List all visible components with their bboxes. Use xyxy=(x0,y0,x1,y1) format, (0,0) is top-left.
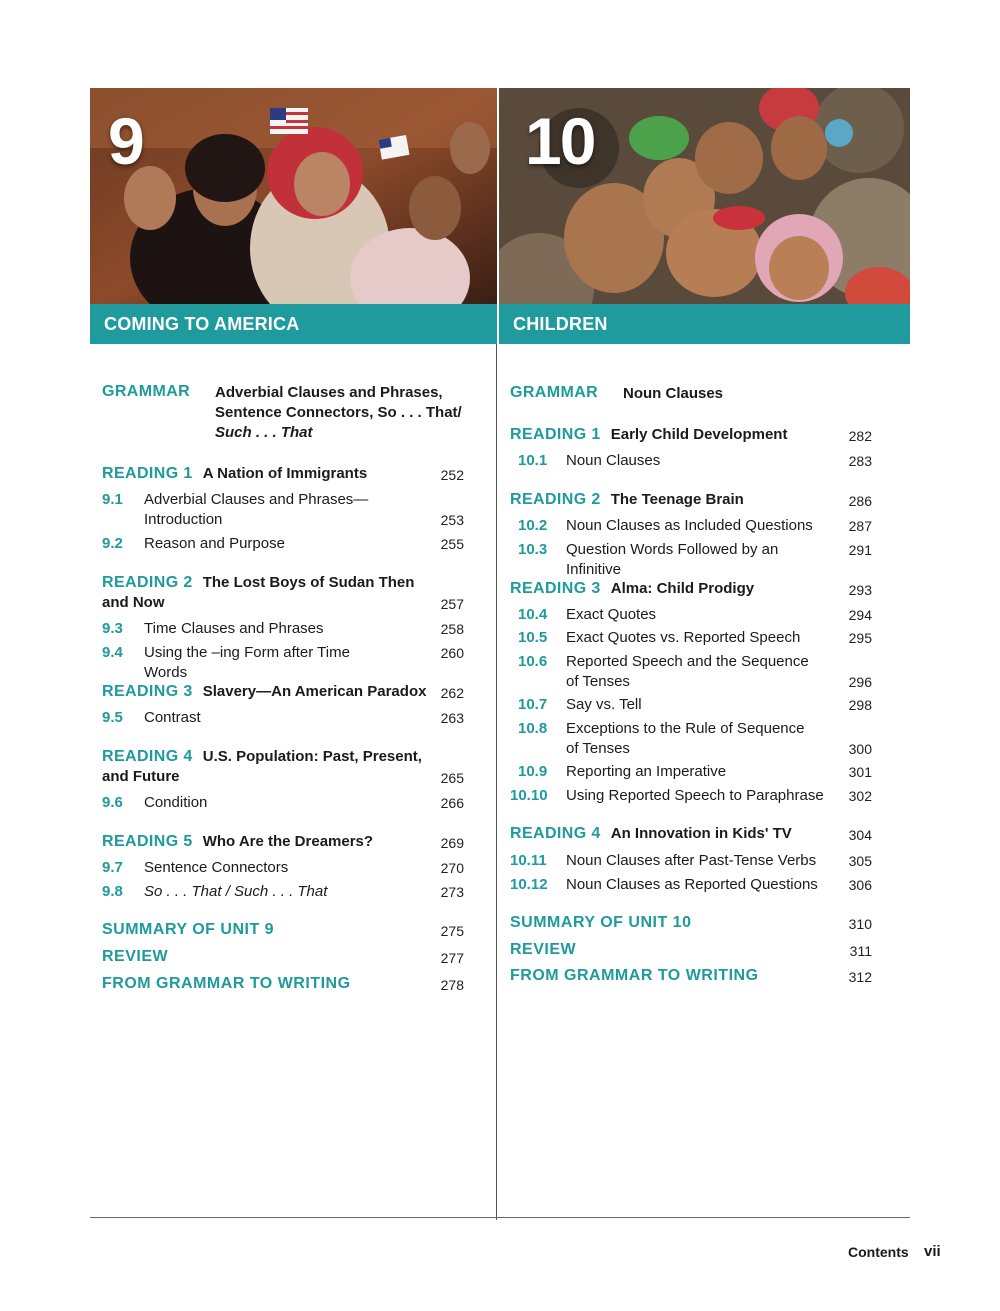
reading-entry[interactable] xyxy=(510,491,872,509)
section-number: 10.5 xyxy=(518,629,548,646)
section-title: Reporting an Imperative xyxy=(566,763,727,780)
section-title: Noun Clauses after Past-Tense Verbs xyxy=(566,852,817,869)
page-number: 273 xyxy=(440,884,464,900)
reading-label: READING 3 xyxy=(102,683,193,700)
reading-title-continued: and Future xyxy=(102,768,180,785)
reading-title-continued: and Now xyxy=(102,594,165,611)
page-number: 295 xyxy=(848,630,872,646)
page-number: 260 xyxy=(440,645,464,661)
reading-entry[interactable] xyxy=(510,426,872,444)
grammar-topic xyxy=(215,383,462,443)
section-number: 10.9 xyxy=(518,763,548,780)
unit-9-photo xyxy=(90,88,497,304)
page-number: 301 xyxy=(848,764,872,780)
grammar-topic-line: Sentence Connectors, So . . . That/ xyxy=(215,404,462,421)
writing-label: FROM GRAMMAR TO WRITING xyxy=(102,975,351,992)
section-title-line: Adverbial Clauses and Phrases— xyxy=(144,491,369,508)
section-number: 9.3 xyxy=(102,620,123,637)
grammar-heading xyxy=(102,383,462,443)
page-number: 255 xyxy=(440,536,464,552)
page-number: 287 xyxy=(848,518,872,534)
page-number: 283 xyxy=(848,453,872,469)
reading-label: READING 1 xyxy=(510,426,601,443)
section-title: Exact Quotes xyxy=(566,606,657,623)
section-number: 9.7 xyxy=(102,859,123,876)
reading-entry[interactable] xyxy=(102,748,464,785)
page-number: 266 xyxy=(440,795,464,811)
review-label: REVIEW xyxy=(102,948,169,965)
grammar-topic-line: Such . . . That xyxy=(215,424,313,441)
section-title: Say vs. Tell xyxy=(566,696,642,713)
page-number: 305 xyxy=(848,853,872,869)
column-divider xyxy=(496,344,497,1220)
reading-title: An Innovation in Kids' TV xyxy=(610,825,792,842)
page-number: 304 xyxy=(848,827,872,843)
page-number: 291 xyxy=(848,542,872,558)
unit-10-theme-banner: CHILDREN xyxy=(499,304,910,344)
reading-title: The Teenage Brain xyxy=(610,491,744,508)
section-number: 10.1 xyxy=(518,452,548,469)
reading-entry[interactable] xyxy=(102,683,464,701)
reading-title: The Lost Boys of Sudan Then xyxy=(202,574,415,591)
section-title-line: of Tenses xyxy=(566,740,630,757)
page-number: 253 xyxy=(440,512,464,528)
section-title xyxy=(566,652,836,692)
page-number: 269 xyxy=(440,835,464,851)
review-label: REVIEW xyxy=(510,941,577,958)
reading-entry[interactable] xyxy=(102,465,464,483)
section-number: 10.12 xyxy=(510,876,548,893)
summary-label: SUMMARY OF UNIT 9 xyxy=(102,921,275,938)
section-title: Question Words Followed by an Infinitive xyxy=(566,541,779,578)
page-number: 302 xyxy=(848,788,872,804)
reading-label: READING 3 xyxy=(510,580,601,597)
section-number: 10.2 xyxy=(518,517,548,534)
page-number: 296 xyxy=(848,674,872,690)
section-number: 10.11 xyxy=(510,852,547,869)
writing-label: FROM GRAMMAR TO WRITING xyxy=(510,967,759,984)
section-number: 9.6 xyxy=(102,794,123,811)
section-number: 10.7 xyxy=(518,696,548,713)
unit-number: 10 xyxy=(525,104,595,178)
section-title: Using the –ing Form after Time Words xyxy=(144,644,350,681)
page-number: 311 xyxy=(849,943,872,959)
section-title: Time Clauses and Phrases xyxy=(144,620,324,637)
reading-title: Slavery—An American Paradox xyxy=(202,683,427,700)
page-number: 286 xyxy=(848,493,872,509)
review-entry[interactable] xyxy=(510,941,872,959)
page-number: 310 xyxy=(848,916,872,932)
section-title: Noun Clauses as Included Questions xyxy=(566,517,813,534)
writing-entry[interactable] xyxy=(510,967,872,985)
section-title: Exact Quotes vs. Reported Speech xyxy=(566,629,801,646)
writing-entry[interactable] xyxy=(102,975,464,993)
page-number: 300 xyxy=(848,741,872,757)
unit-10-photo xyxy=(499,88,910,304)
section-title: Noun Clauses xyxy=(566,452,661,469)
footer-page-number: vii xyxy=(924,1243,941,1260)
section-title-line: Exceptions to the Rule of Sequence xyxy=(566,720,805,737)
footer-rule xyxy=(90,1217,910,1218)
reading-entry[interactable] xyxy=(102,574,464,611)
section-number: 9.4 xyxy=(102,644,123,661)
reading-label: READING 2 xyxy=(510,491,601,508)
reading-label: READING 1 xyxy=(102,465,193,482)
summary-label: SUMMARY OF UNIT 10 xyxy=(510,914,692,931)
section-title xyxy=(566,719,836,759)
page-number: 263 xyxy=(440,710,464,726)
grammar-topic: Noun Clauses xyxy=(623,385,724,402)
reading-title: Alma: Child Prodigy xyxy=(610,580,755,597)
page-number: 312 xyxy=(848,969,872,985)
reading-label: READING 5 xyxy=(102,833,193,850)
section-number: 9.1 xyxy=(102,491,123,508)
section-title: Contrast xyxy=(144,709,201,726)
section-title: Using Reported Speech to Paraphrase xyxy=(566,787,824,804)
section-title-line: of Tenses xyxy=(566,673,630,690)
page-number: 257 xyxy=(440,596,464,612)
section-title-line: Introduction xyxy=(144,511,223,528)
review-entry[interactable] xyxy=(102,948,464,966)
section-title: Condition xyxy=(144,794,208,811)
page-number: 275 xyxy=(440,923,464,939)
section-number: 10.4 xyxy=(518,606,548,623)
page-number: 265 xyxy=(440,770,464,786)
page-number: 306 xyxy=(848,877,872,893)
page-number: 282 xyxy=(848,428,872,444)
page-number: 294 xyxy=(848,607,872,623)
page-number: 298 xyxy=(848,697,872,713)
reading-label: READING 2 xyxy=(102,574,193,591)
section-title: Noun Clauses as Reported Questions xyxy=(566,876,818,893)
unit-number: 9 xyxy=(108,104,143,178)
page-number: 278 xyxy=(440,977,464,993)
grammar-label: GRAMMAR xyxy=(102,383,191,400)
reading-label: READING 4 xyxy=(102,748,193,765)
section-title: So . . . That / Such . . . That xyxy=(144,883,328,900)
reading-title: A Nation of Immigrants xyxy=(202,465,368,482)
reading-entry[interactable] xyxy=(510,580,872,598)
reading-entry[interactable] xyxy=(510,825,872,843)
section-title: Sentence Connectors xyxy=(144,859,289,876)
section-number: 9.5 xyxy=(102,709,123,726)
reading-title: U.S. Population: Past, Present, xyxy=(202,748,422,765)
summary-entry[interactable] xyxy=(102,921,464,939)
section-title: Reason and Purpose xyxy=(144,535,285,552)
section-title-line: Reported Speech and the Sequence xyxy=(566,653,809,670)
page-number: 262 xyxy=(440,685,464,701)
summary-entry[interactable] xyxy=(510,914,872,932)
grammar-topic-line: Adverbial Clauses and Phrases, xyxy=(215,384,443,401)
section-title xyxy=(144,490,394,530)
page-number: 293 xyxy=(848,582,872,598)
reading-label: READING 4 xyxy=(510,825,601,842)
section-number: 9.2 xyxy=(102,535,123,552)
page-number: 277 xyxy=(440,950,464,966)
reading-entry[interactable] xyxy=(102,833,464,851)
reading-title: Early Child Development xyxy=(610,426,788,443)
section-number: 9.8 xyxy=(102,883,123,900)
section-number: 10.8 xyxy=(518,720,548,737)
section-number: 10.6 xyxy=(518,653,548,670)
immigrants-celebration-image xyxy=(90,88,497,304)
page-number: 270 xyxy=(440,860,464,876)
page-number: 258 xyxy=(440,621,464,637)
section-number: 10.3 xyxy=(518,541,548,558)
grammar-heading xyxy=(510,384,723,404)
section-number: 10.10 xyxy=(510,787,548,804)
footer-label: Contents xyxy=(848,1244,909,1260)
grammar-label: GRAMMAR xyxy=(510,384,599,401)
unit-9-theme-banner: COMING TO AMERICA xyxy=(90,304,497,344)
page-number: 252 xyxy=(440,467,464,483)
reading-title: Who Are the Dreamers? xyxy=(202,833,374,850)
